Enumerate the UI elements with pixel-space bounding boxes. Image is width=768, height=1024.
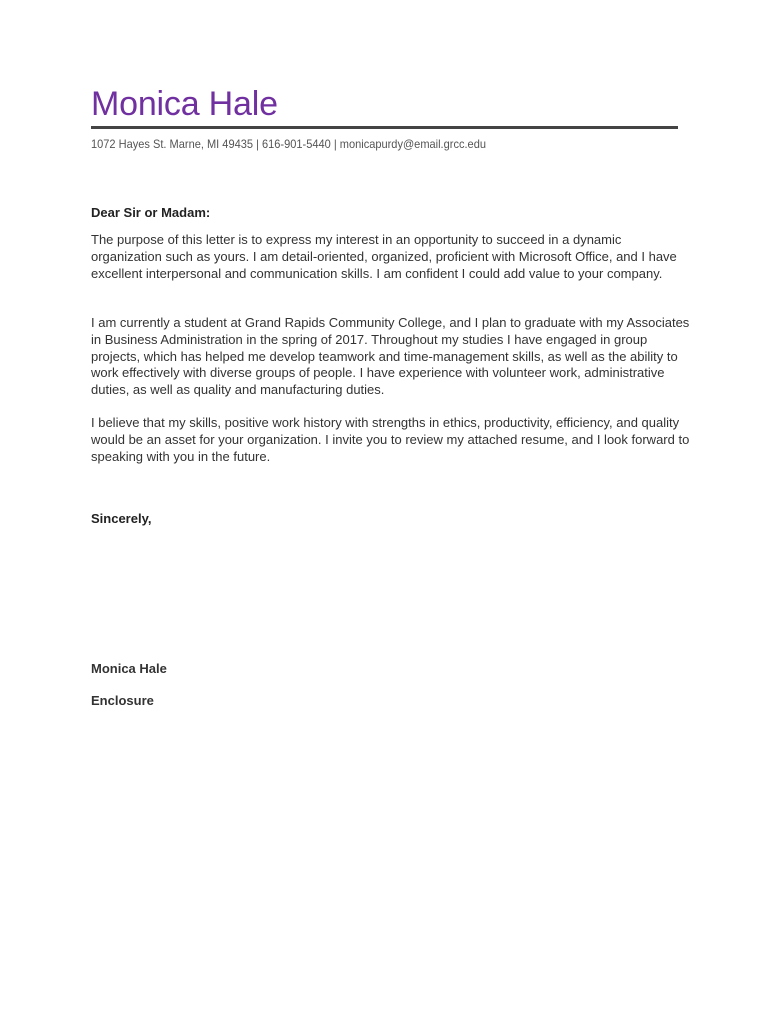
- closing-line: Sincerely,: [91, 511, 152, 526]
- enclosure-note: Enclosure: [91, 693, 154, 708]
- salutation: Dear Sir or Madam:: [91, 205, 211, 220]
- body-paragraph-2: I am currently a student at Grand Rapids Community College, and I plan to graduate with my Associates in Business Administration in the spring of 2017. Throughout my studies I have engaged in group projects, which has helped me develop teamwork and time-management skills, as well as the ability to work effectively with diverse groups of people. I have experience with volunteer work, administrative duties, as well as quality and manufacturing duties.: [91, 315, 690, 398]
- applicant-name-heading: Monica Hale: [91, 85, 278, 123]
- body-paragraph-3: I believe that my skills, positive work history with strengths in ethics, productivity, efficiency, and quality would be an asset for your organization. I invite you to review my attached resume, and I look forward to speaking with you in the future.: [91, 415, 690, 464]
- header-divider: [91, 126, 678, 129]
- contact-info-line: 1072 Hayes St. Marne, MI 49435 | 616-901-5440 | monicapurdy@email.grcc.edu: [91, 137, 486, 151]
- signature-name: Monica Hale: [91, 661, 167, 676]
- body-paragraph-1: The purpose of this letter is to express my interest in an opportunity to succeed in a dynamic organization such as yours. I am detail-oriented, organized, proficient with Microsoft Office, and I have excellent interpersonal and communication skills. I am confident I could add value to your company.: [91, 232, 677, 281]
